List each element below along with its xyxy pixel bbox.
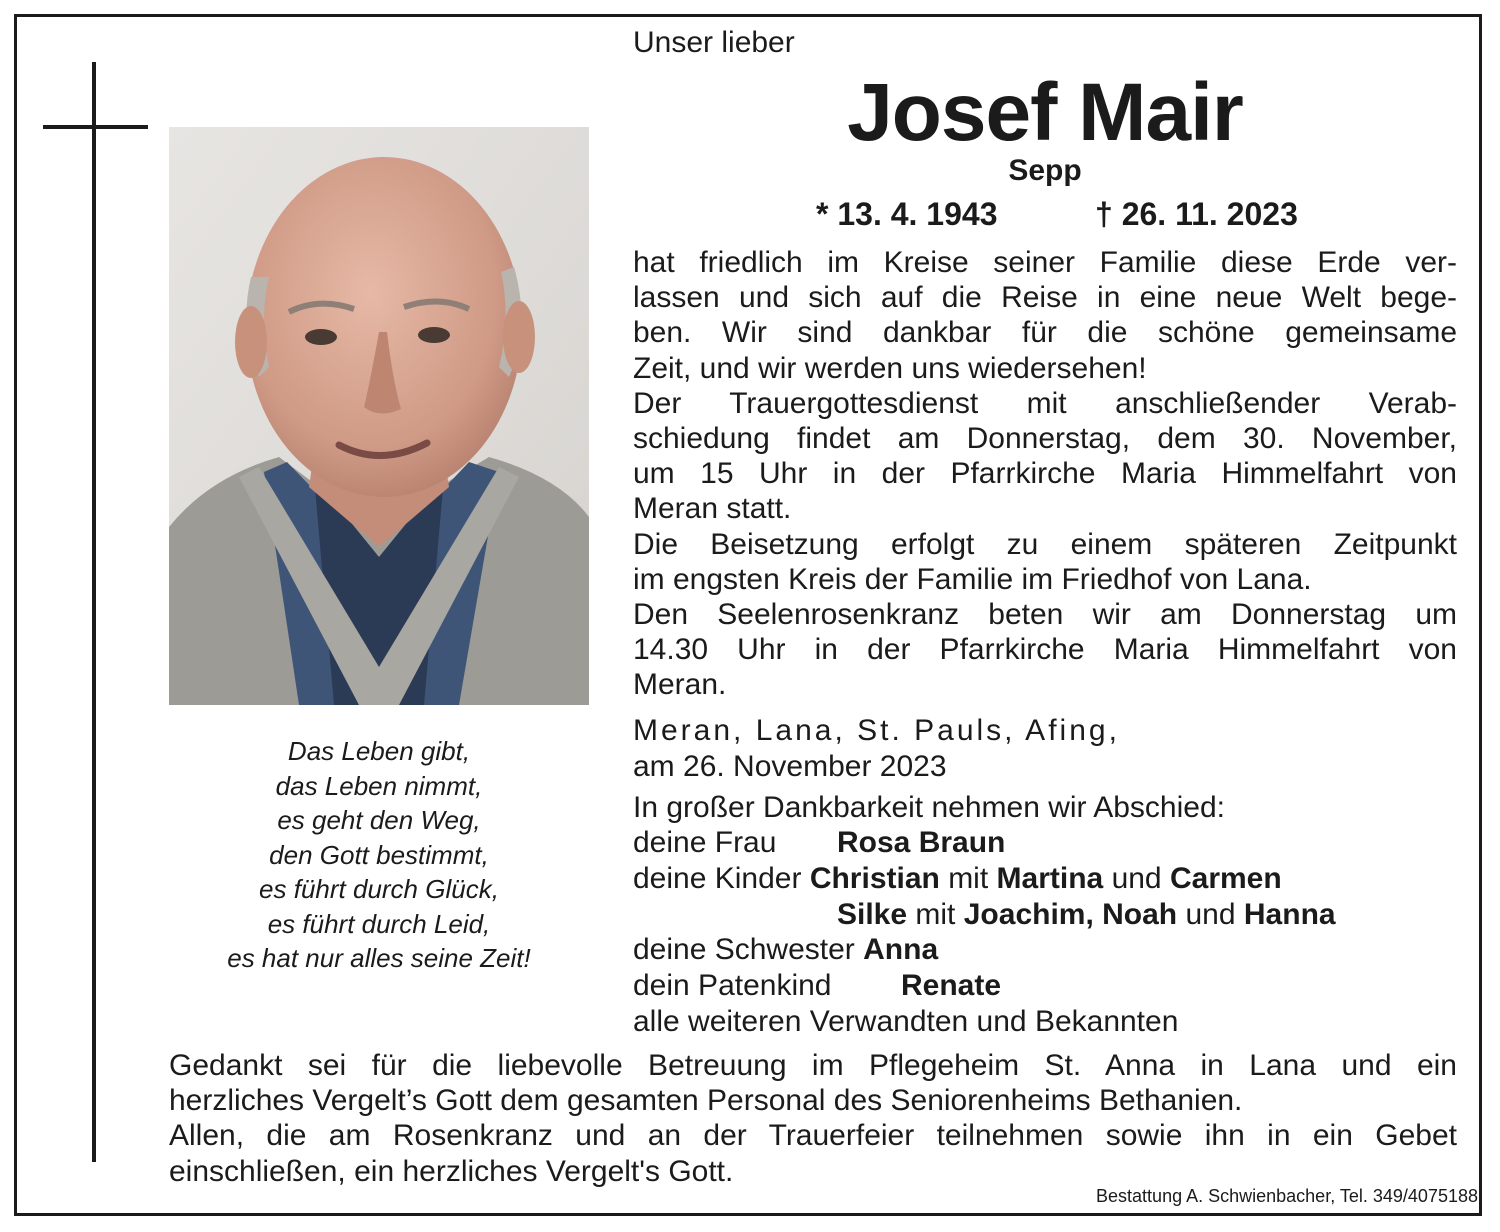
partner-name: Martina <box>996 862 1104 895</box>
child-name: Christian <box>809 862 940 895</box>
text-line: lassen und sich auf die Reise in eine neue Welt bege- <box>633 281 1457 315</box>
text-line: ben. Wir sind dankbar für die schöne gemeinsame <box>633 316 1457 350</box>
children-label: deine Kinder <box>633 862 802 895</box>
family-row-sister <box>633 933 938 967</box>
announcement-text <box>633 245 1457 702</box>
connector-text: mit <box>948 862 989 895</box>
poem-line: den Gott bestimmt, <box>269 839 489 870</box>
farewell-line: In großer Dankbarkeit nehmen wir Abschied: <box>633 791 1225 824</box>
grandchild-name: Carmen <box>1169 862 1282 895</box>
cross-horizontal-bar <box>43 125 148 129</box>
text-line: im engsten Kreis der Familie im Friedhof von Lana. <box>633 562 1312 596</box>
intro-text: Unser lieber <box>633 26 795 59</box>
godchild-name: Renate <box>901 969 1002 1002</box>
connector-text: mit <box>915 898 956 931</box>
memorial-poem <box>169 734 589 976</box>
poem-line: es geht den Weg, <box>277 805 481 835</box>
wife-label: deine Frau <box>633 826 777 859</box>
text-line: um 15 Uhr in der Pfarrkirche Maria Himmelfahrt von <box>633 457 1457 491</box>
text-line: Zeit, und wir werden uns wiedersehen! <box>633 351 1147 385</box>
sister-label: deine Schwester <box>633 933 855 966</box>
thanks-text <box>169 1048 1457 1189</box>
poem-line: es führt durch Leid, <box>267 908 491 939</box>
deceased-name: Josef Mair <box>847 67 1243 158</box>
place-line: Meran, Lana, St. Pauls, Afing, <box>633 714 1120 747</box>
text-line: schiedung findet am Donnerstag, dem 30. November, <box>633 421 1457 455</box>
child-name: Silke <box>837 898 908 931</box>
grandchild-name: Hanna <box>1243 898 1336 931</box>
cross-vertical-bar <box>92 62 96 1162</box>
poem-line: es hat nur alles seine Zeit! <box>227 943 531 973</box>
poem-line: das Leben nimmt, <box>275 770 483 801</box>
family-row-wife <box>633 826 1006 860</box>
birth-date: * 13. 4. 1943 <box>816 196 998 232</box>
text-line: einschließen, ein herzliches Vergelt's Gott. <box>169 1154 734 1188</box>
partner-names: Joachim, Noah <box>963 898 1178 931</box>
text-line: Den Seelenrosenkranz beten wir am Donnerstag um <box>633 597 1457 631</box>
text-line: herzliches Vergelt’s Gott dem gesamten Personal des Seniorenheims Bethanien. <box>169 1084 1243 1118</box>
death-date: † 26. 11. 2023 <box>1095 196 1298 232</box>
connector-text: und <box>1185 898 1236 931</box>
text-line: hat friedlich im Kreise seiner Familie diese Erde ver- <box>633 246 1457 279</box>
text-line: Der Trauergottesdienst mit anschließender Verab- <box>633 386 1457 420</box>
text-line: Gedankt sei für die liebevolle Betreuung im Pflegeheim St. Anna in Lana und ein <box>169 1049 1457 1082</box>
family-row-children <box>633 862 1282 896</box>
sister-name: Anna <box>863 933 939 966</box>
family-row-others: alle weiteren Verwandten und Bekannten <box>633 1005 1179 1038</box>
poem-line: es führt durch Glück, <box>259 874 499 904</box>
family-row-children-2 <box>837 898 1336 932</box>
text-line: Meran statt. <box>633 492 792 526</box>
text-line: Allen, die am Rosenkranz und an der Trauerfeier teilnehmen sowie ihn in ein Gebet <box>169 1119 1457 1153</box>
text-line: Meran. <box>633 668 727 702</box>
notice-date: am 26. November 2023 <box>633 750 947 783</box>
portrait-photo <box>169 127 589 705</box>
poem-line: Das Leben gibt, <box>287 736 471 766</box>
connector-text: und <box>1111 862 1162 895</box>
godchild-label: dein Patenkind <box>633 969 832 1002</box>
family-row-godchild <box>633 969 1002 1003</box>
text-line: Die Beisetzung erfolgt zu einem späteren Zeitpunkt <box>633 527 1457 561</box>
nickname: Sepp <box>1008 154 1082 187</box>
text-line: 14.30 Uhr in der Pfarrkirche Maria Himmelfahrt von <box>633 633 1457 667</box>
wife-name: Rosa Braun <box>837 826 1006 859</box>
funeral-home-credit: Bestattung A. Schwienbacher, Tel. 349/4075188 <box>1096 1186 1478 1206</box>
